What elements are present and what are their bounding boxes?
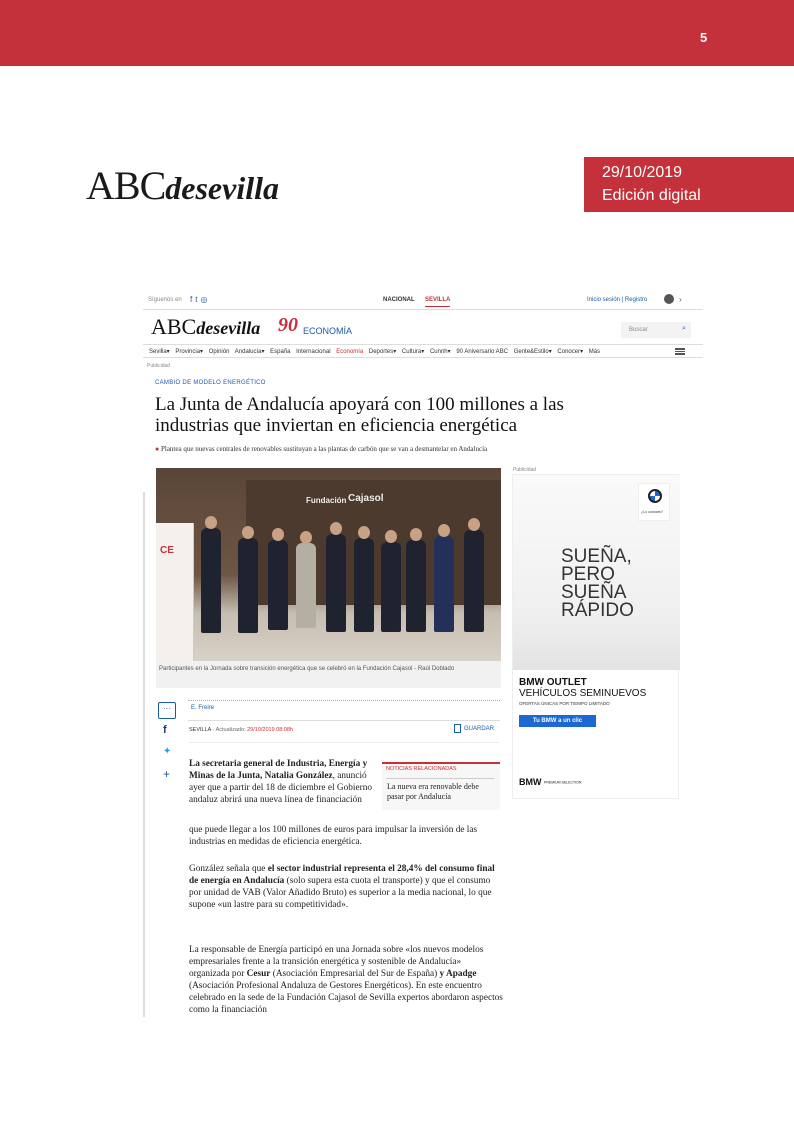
photo-person (406, 540, 426, 632)
instagram-icon[interactable]: ◎ (200, 295, 211, 304)
divider (386, 778, 494, 779)
publication-logo (86, 162, 279, 209)
comment-icon[interactable]: ··· (158, 702, 176, 719)
save-button[interactable] (454, 724, 494, 733)
nav-item[interactable]: Conocer▾ (557, 349, 584, 355)
related-news-box (382, 762, 500, 810)
site-logo-italic: desevilla (196, 318, 261, 338)
social-icons (190, 295, 210, 304)
header-bar (0, 0, 794, 66)
anniversary-badge: 90 (278, 314, 298, 336)
meta-updated: - Actualizado: (211, 727, 246, 733)
nav-item[interactable]: 90 Aniversario ABC (456, 349, 509, 355)
bmw-tag: ¿Lo conoces? (641, 510, 663, 514)
nav-item[interactable]: Más (588, 349, 601, 355)
p1-rest-b: que puede llegar a los 100 millones de euros para impulsar la inversión de las industrias en medidas de eficiencia energética. (189, 825, 478, 847)
nav-item[interactable]: Deportes▾ (368, 349, 397, 355)
article-subheadline (155, 445, 645, 453)
photo-person (434, 536, 454, 632)
p3-c: (Asociación Empresarial del Sur de España) (270, 969, 440, 979)
article-meta (189, 727, 293, 733)
publication-date: 29/10/2019 (602, 164, 683, 181)
paragraph-1a (189, 758, 377, 806)
date-box (584, 157, 794, 212)
search-input[interactable] (621, 322, 691, 338)
p1-rest-a: , anunció ayer que a partir del 18 de diciembre el Gobierno andaluz abrirá una nueva línea de financiación (189, 771, 373, 805)
brand-small: PREMIUM SELECTION (544, 780, 582, 785)
main-nav (143, 344, 703, 358)
paragraph-1b (189, 824, 503, 848)
share-more-icon[interactable]: + (163, 767, 171, 781)
bookmark-icon (454, 724, 461, 733)
brand-main: BMW (519, 777, 542, 787)
photo-person (296, 543, 316, 628)
ad-brand (519, 777, 581, 787)
login-link[interactable]: Inicio sesión | Registro (587, 297, 648, 303)
nav-item[interactable]: Opinión (208, 349, 230, 355)
chevron-right-icon[interactable]: › (679, 295, 682, 304)
edition-label: Edición digital (602, 187, 701, 204)
site-top-bar (143, 292, 703, 310)
photo-cajasol-text: Cajasol (348, 493, 384, 504)
follow-label: Síguenos en (148, 297, 182, 303)
tab-nacional[interactable]: NACIONAL (383, 297, 415, 303)
nav-item[interactable]: España (270, 349, 291, 355)
ad-label-side: Publicidad (513, 467, 537, 473)
nav-item[interactable]: Provincia▾ (175, 349, 204, 355)
ad-slogan (561, 548, 634, 620)
divider (188, 720, 500, 721)
p3-bold-1: Cesur (246, 969, 271, 979)
ad-visual (513, 475, 680, 670)
article-clipping (143, 292, 703, 1020)
user-icon[interactable] (664, 294, 674, 304)
nav-item[interactable]: Internacional (296, 349, 331, 355)
share-twitter-icon[interactable]: ✦ (163, 746, 172, 757)
p2-b: (solo supera esta cuota el transporte) y que el consumo por unidad de VAB (Valor Añadido Bruto) es superior a la media nacional, lo que supone «un lastre para su competitividad». (189, 876, 492, 910)
slogan-line: PERO (561, 564, 615, 585)
article-author[interactable]: E. Freire (191, 705, 215, 711)
bmw-advert[interactable] (512, 474, 679, 799)
twitter-icon[interactable]: t (195, 295, 201, 304)
bullet-icon: ● (155, 445, 161, 453)
p3-bold-2: y Apadge (439, 969, 477, 979)
photo-caption: Participantes en la Jornada sobre transición energética que se celebró en la Fundación Cajasol - Raúl Doblado (156, 661, 501, 688)
photo-fundacion-text: Fundación (306, 496, 347, 505)
section-title[interactable]: ECONOMÍA (303, 326, 353, 336)
slogan-line: SUEÑA (561, 582, 627, 603)
ad-subtitle: VEHÍCULOS SEMINUEVOS (519, 688, 647, 699)
meta-time: 29/10/2019 08:08h (247, 727, 293, 733)
slogan-line: SUEÑA, (561, 546, 632, 567)
article-headline: La Junta de Andalucía apoyará con 100 millones a las industrias que inviertan en eficiencia energética (155, 394, 564, 436)
photo-person (201, 528, 221, 633)
paragraph-3 (189, 944, 503, 1016)
tab-sevilla[interactable]: SEVILLA (425, 297, 450, 307)
nav-item[interactable]: Andalucía▾ (234, 349, 265, 355)
page-number: 5 (700, 30, 708, 45)
divider (188, 700, 500, 701)
related-link[interactable]: La nueva era renovable debe pasar por Andalucía (387, 782, 479, 801)
photo-person (381, 542, 401, 632)
logo-main: ABC (86, 163, 166, 208)
photo-person (354, 538, 374, 632)
search-placeholder: Buscar (629, 327, 648, 333)
search-icon[interactable]: ⌕ (682, 325, 686, 332)
p2-bold: el sector industrial representa el 28,4% del consumo final de energía en Andalucía (189, 864, 495, 886)
meta-place: SEVILLA (189, 727, 212, 733)
subheadline-text: Plantea que nuevas centrales de renovables sustituyan a las plantas de carbón que se van a desmantelar en Andalucía (160, 445, 488, 453)
nav-item[interactable]: Gente&Estilo▾ (513, 349, 552, 355)
p3-a: La responsable de Energía participó en una Jornada sobre «los nuevos modelos empresariales frente a la transición energética y sostenible de Andalucía» organizada por (189, 945, 484, 979)
logo-italic: desevilla (165, 170, 279, 206)
ad-title: BMW OUTLET (519, 677, 587, 688)
photo-banner (156, 523, 194, 661)
nav-item-active[interactable]: Economía (336, 349, 364, 355)
save-label: GUARDAR (464, 726, 495, 733)
p1-bold: La secretaria general de Industria, Energía y Minas de la Junta, Natalia González (189, 759, 368, 781)
slogan-line: RÁPIDO (561, 600, 634, 621)
bmw-badge (638, 483, 670, 521)
paragraph-2 (189, 863, 503, 911)
site-logo-main: ABC (151, 314, 197, 339)
photo-person (268, 540, 288, 630)
article-photo[interactable] (156, 468, 501, 661)
ad-small-print: OFERTAS ÚNICAS POR TIEMPO LIMITADO (519, 701, 610, 706)
nav-item[interactable]: Cultura▾ (401, 349, 425, 355)
share-facebook-icon[interactable]: f (163, 724, 167, 736)
clipping-edge (143, 492, 145, 1017)
banner-text: CE (160, 545, 174, 556)
photo-person (326, 534, 346, 632)
ad-cta-button[interactable]: Tu BMW a un clic (519, 715, 596, 727)
divider (188, 742, 500, 743)
p3-d: (Asociación Profesional Andaluza de Gestores Energéticos). En este encuentro celebrado en la sede de la Fundación Cajasol de Sevilla expertos abordaron aspectos como la financiación (189, 981, 503, 1015)
facebook-icon[interactable]: f (190, 295, 196, 304)
photo-person (238, 538, 258, 633)
photo-person (464, 530, 484, 632)
nav-item[interactable]: Sevilla▾ (149, 349, 170, 355)
bmw-logo-icon (648, 489, 662, 503)
article-kicker: CAMBIO DE MODELO ENERGÉTICO (155, 380, 266, 386)
nav-item[interactable]: Cunnh▾ (429, 349, 451, 355)
related-title: NOTICIAS RELACIONADAS (386, 766, 457, 772)
p2-a: González señala que (189, 864, 268, 874)
menu-icon[interactable] (675, 348, 685, 355)
ad-label: Publicidad (147, 363, 171, 369)
site-logo[interactable] (151, 314, 260, 340)
